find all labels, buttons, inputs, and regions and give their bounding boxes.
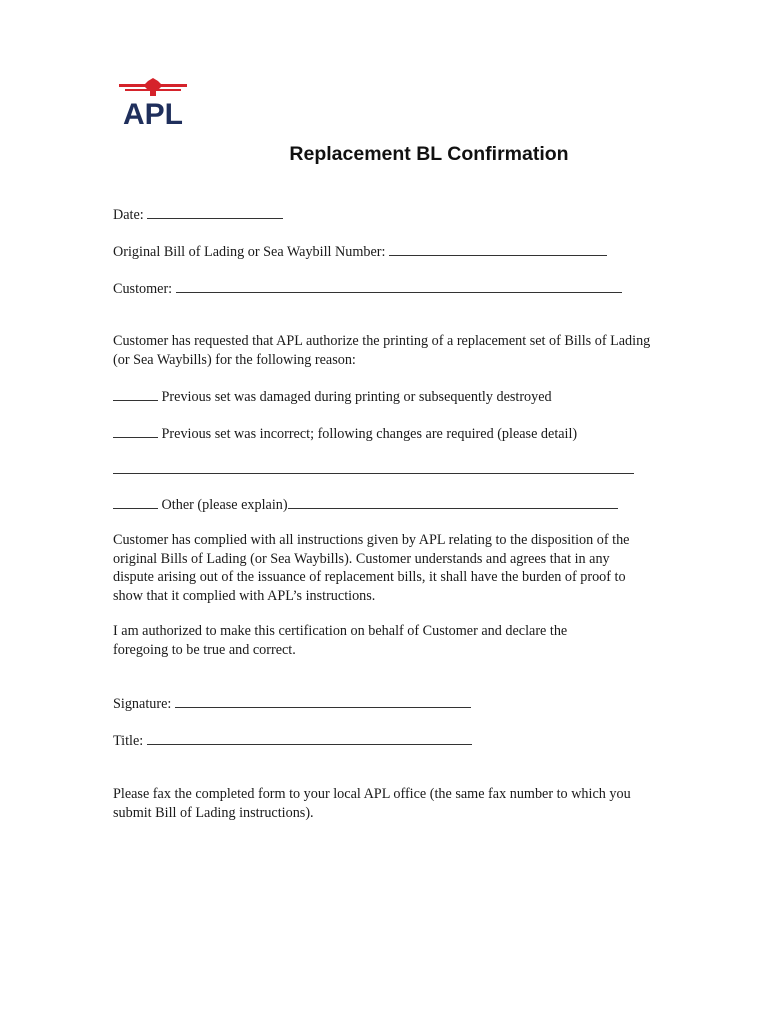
option-incorrect-label: Previous set was incorrect; following changes are required (please detail) bbox=[161, 426, 578, 442]
bl-number-row bbox=[113, 242, 607, 262]
option-other-row bbox=[113, 495, 618, 515]
date-row bbox=[113, 205, 283, 225]
bl-number-label: Original Bill of Lading or Sea Waybill Number: bbox=[113, 244, 386, 260]
signature-label: Signature: bbox=[113, 696, 172, 712]
fax-paragraph: Please fax the completed form to your local APL office (the same fax number to which you submit Bill of Lading instructions). bbox=[113, 786, 631, 821]
option-damaged-blank[interactable] bbox=[113, 387, 158, 401]
customer-label: Customer: bbox=[113, 281, 173, 297]
option-damaged-label: Previous set was damaged during printing or subsequently destroyed bbox=[161, 389, 552, 405]
signature-field[interactable] bbox=[175, 694, 471, 708]
apl-logo bbox=[117, 78, 189, 126]
customer-row bbox=[113, 279, 622, 299]
request-paragraph: Customer has requested that APL authorize the printing of a replacement set of Bills of Lading (or Sea Waybills) for the following reason: bbox=[113, 333, 651, 368]
apl-logo-mark bbox=[117, 78, 189, 126]
option-incorrect-row bbox=[113, 424, 577, 444]
option-other-label: Other (please explain) bbox=[161, 497, 288, 513]
date-field[interactable] bbox=[147, 205, 283, 219]
form-title: Replacement BL Confirmation bbox=[289, 143, 569, 165]
option-other-blank[interactable] bbox=[113, 495, 158, 509]
option-incorrect-blank[interactable] bbox=[113, 424, 158, 438]
title-row bbox=[113, 731, 472, 751]
customer-field[interactable] bbox=[176, 279, 622, 293]
compliance-paragraph: Customer has complied with all instructions given by APL relating to the disposition of the original Bills of Lading (or Sea Waybills). Customer understands and agrees that in any dispute arising out of the issuance of replacement bills, it shall have the burden of proof to show that it complied with APL’s instructions. bbox=[113, 532, 630, 604]
date-label: Date: bbox=[113, 207, 144, 223]
signature-row bbox=[113, 694, 471, 714]
bl-number-field[interactable] bbox=[389, 242, 607, 256]
changes-detail-field[interactable] bbox=[113, 473, 634, 474]
option-damaged-row bbox=[113, 387, 552, 407]
title-field[interactable] bbox=[147, 731, 472, 745]
authorization-paragraph: I am authorized to make this certification on behalf of Customer and declare the foregoing to be true and correct. bbox=[113, 623, 568, 658]
title-label: Title: bbox=[113, 733, 144, 749]
apl-logo-text: APL bbox=[123, 98, 183, 126]
other-explain-field[interactable] bbox=[288, 495, 618, 509]
